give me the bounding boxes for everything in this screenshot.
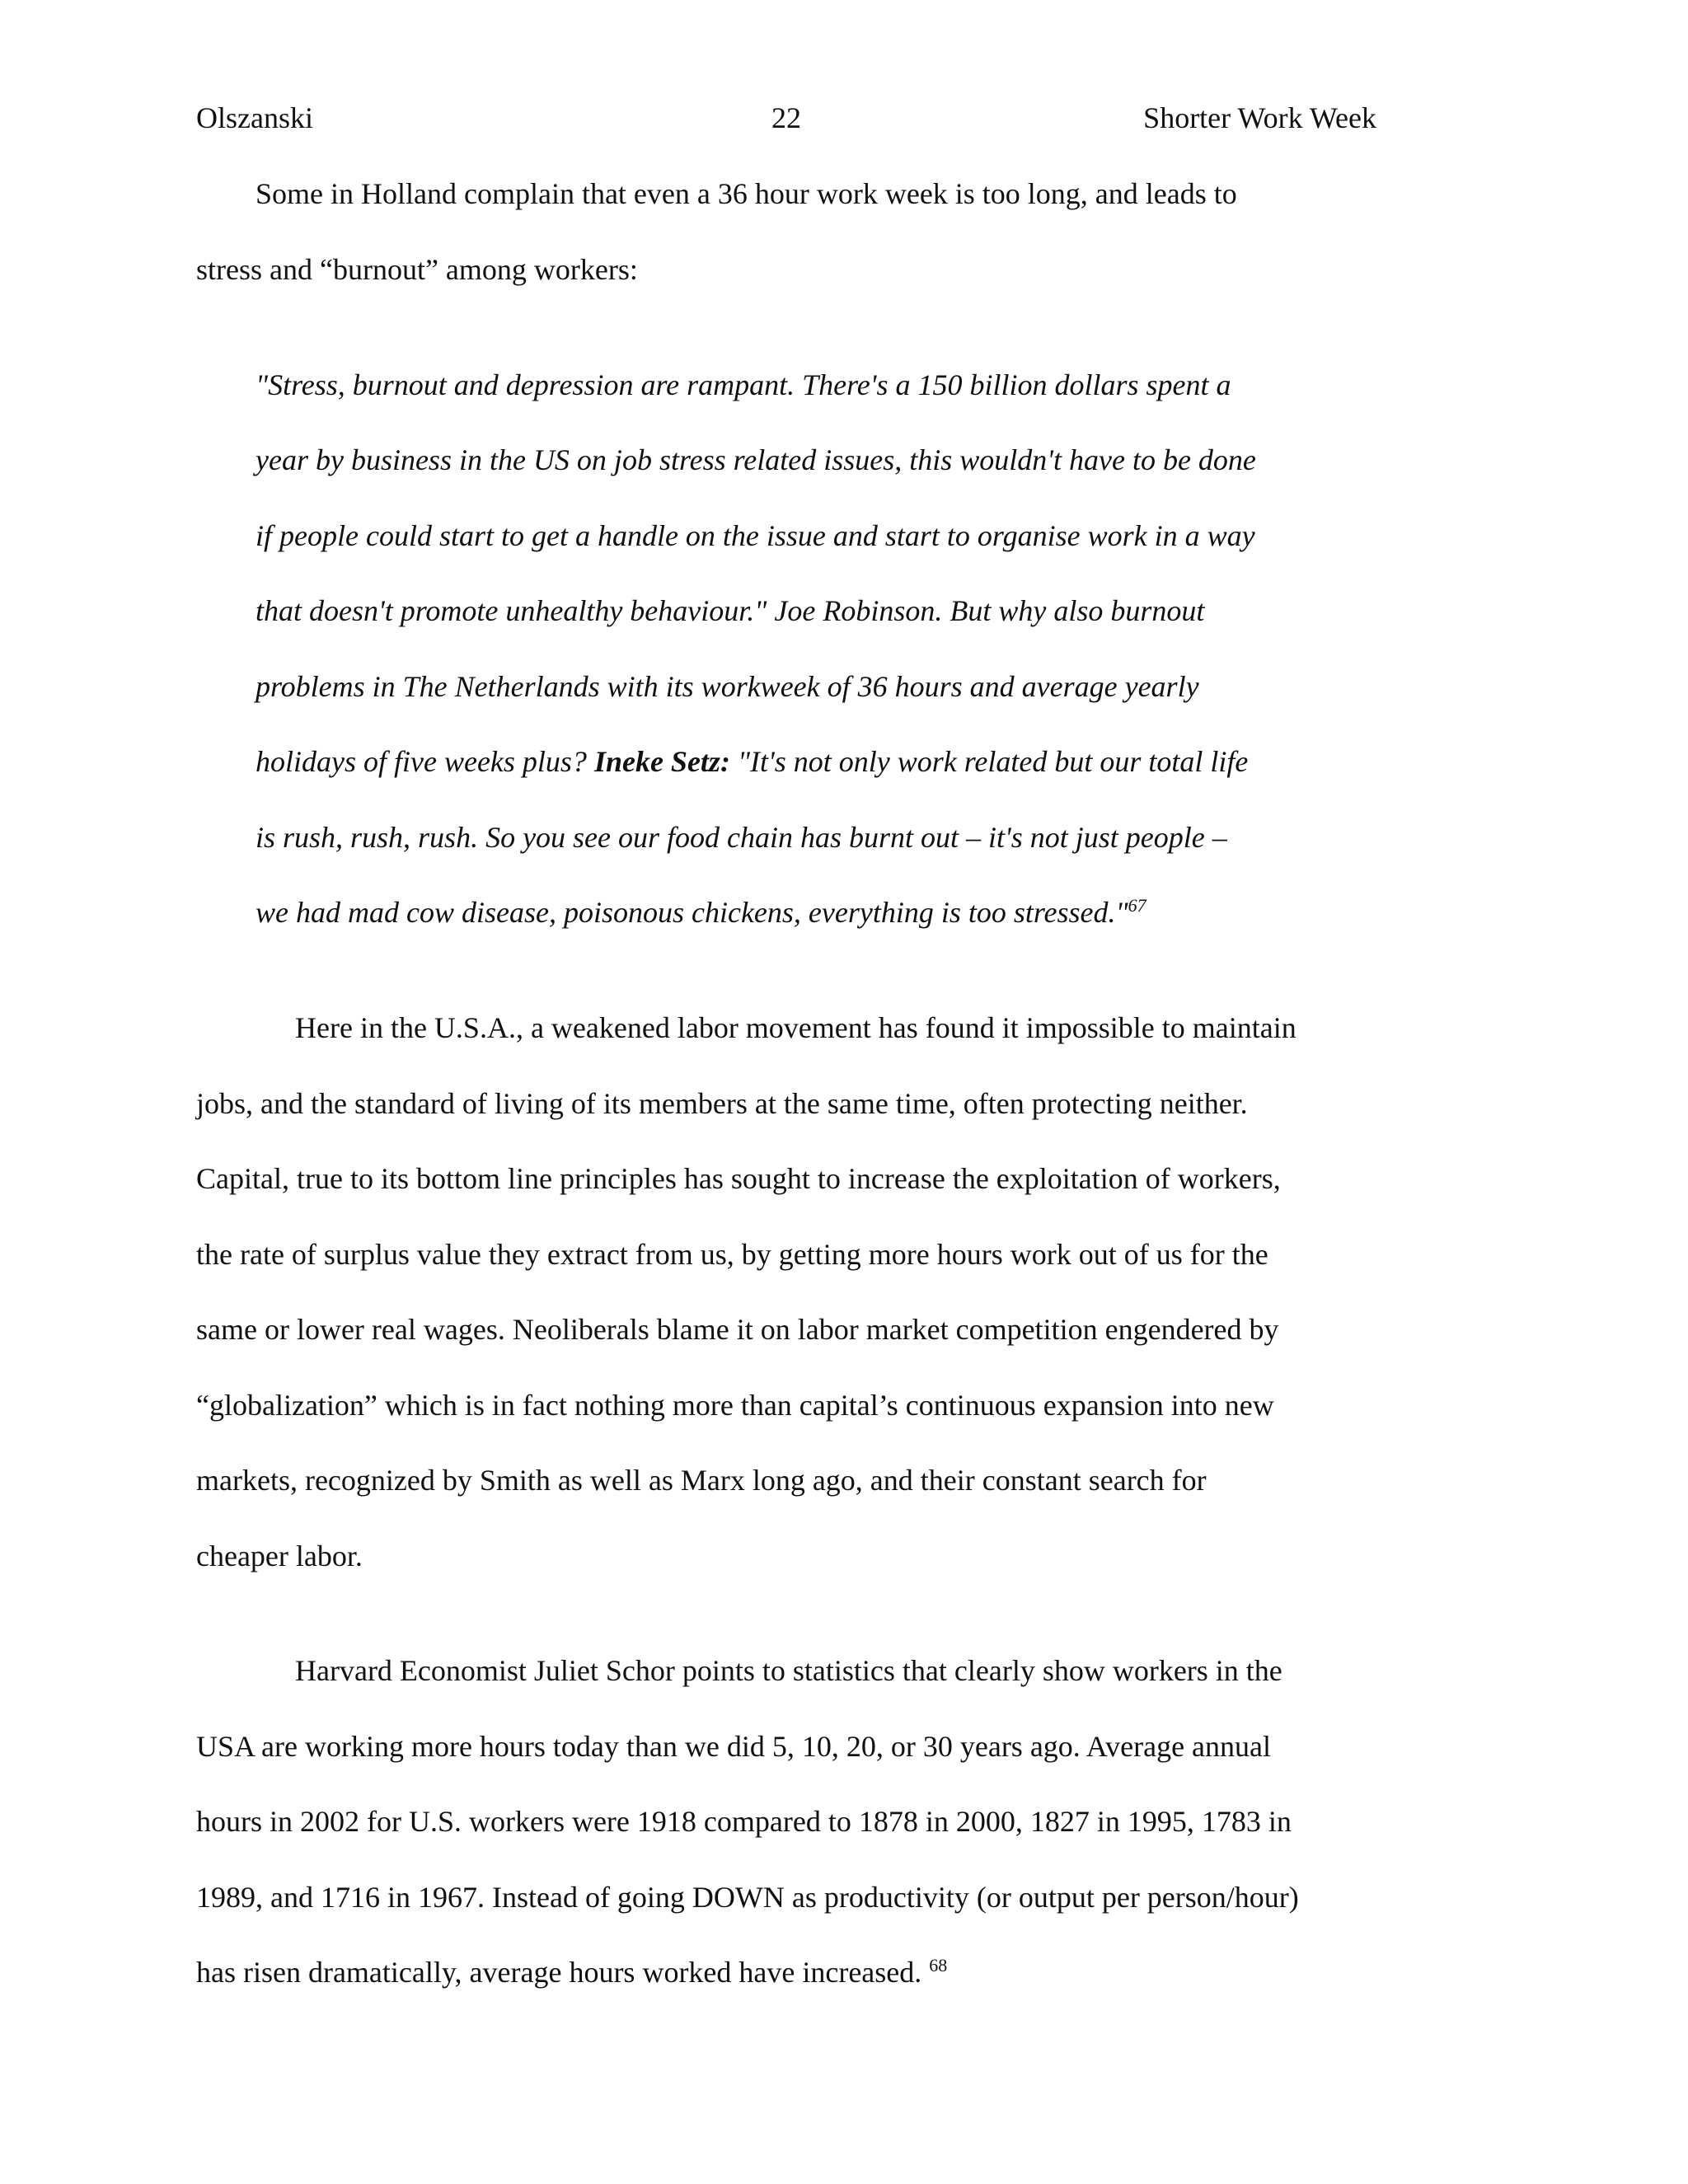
paragraph-2-line-2: jobs, and the standard of living of its members at the same time, often protecting neither.	[196, 1087, 1248, 1120]
quote-line-6-before: holidays of five weeks plus?	[256, 745, 594, 778]
header-page-number: 22	[771, 101, 801, 134]
paragraph-2-line-6: “globalization” which is in fact nothing more than capital’s continuous expansion into new	[196, 1389, 1274, 1422]
paragraph-3-line-4: 1989, and 1716 in 1967. Instead of going DOWN as productivity (or output per person/hour)	[196, 1881, 1299, 1914]
quote-line-5: problems in The Netherlands with its workweek of 36 hours and average yearly	[256, 670, 1199, 703]
paragraph-3-line-5	[196, 1952, 947, 1993]
quote-line-6-after: "It's not only work related but our total life	[729, 745, 1249, 778]
paragraph-1-line-2: stress and “burnout” among workers:	[196, 253, 638, 286]
footnote-ref-68: 68	[929, 1955, 948, 1975]
quote-line-4: that doesn't promote unhealthy behaviour." Joe Robinson. But why also burnout	[256, 594, 1205, 627]
paragraph-2-line-8: cheaper labor.	[196, 1540, 363, 1572]
quote-line-1: "Stress, burnout and depression are rampant. There's a 150 billion dollars spent a	[256, 368, 1231, 401]
paragraph-2-line-7: markets, recognized by Smith as well as Marx long ago, and their constant search for	[196, 1464, 1207, 1497]
paragraph-2-line-4: the rate of surplus value they extract from us, by getting more hours work out of us for the	[196, 1238, 1268, 1271]
quote-speaker: Ineke Setz:	[593, 745, 730, 778]
quote-line-7: is rush, rush, rush. So you see our food chain has burnt out – it's not just people –	[256, 821, 1227, 854]
paragraph-2-line-5: same or lower real wages. Neoliberals blame it on labor market competition engendered by	[196, 1313, 1279, 1346]
page-header	[196, 97, 1376, 138]
paragraph-3-line-2: USA are working more hours today than we did 5, 10, 20, or 30 years ago. Average annual	[196, 1730, 1272, 1763]
quote-line-3: if people could start to get a handle on the issue and start to organise work in a way	[256, 519, 1255, 552]
quote-line-2: year by business in the US on job stress related issues, this wouldn't have to be done	[256, 443, 1256, 476]
header-short-title: Shorter Work Week	[1143, 101, 1376, 134]
quote-line-8-text: we had mad cow disease, poisonous chickens, everything is too stressed."	[256, 896, 1128, 929]
paragraph-3-line-3: hours in 2002 for U.S. workers were 1918 compared to 1878 in 2000, 1827 in 1995, 1783 in	[196, 1805, 1292, 1838]
paragraph-2-line-1: Here in the U.S.A., a weakened labor movement has found it impossible to maintain	[295, 1011, 1296, 1044]
paragraph-1-line-1: Some in Holland complain that even a 36 hour work week is too long, and leads to	[256, 177, 1237, 210]
header-author: Olszanski	[196, 101, 313, 134]
quote-line-8	[256, 892, 1146, 933]
paragraph-3-line-5-text: has risen dramatically, average hours worked have increased.	[196, 1956, 930, 1989]
footnote-ref-67: 67	[1128, 895, 1146, 916]
paragraph-2-line-3: Capital, true to its bottom line principles has sought to increase the exploitation of workers,	[196, 1162, 1281, 1195]
paragraph-3-line-1: Harvard Economist Juliet Schor points to statistics that clearly show workers in the	[295, 1654, 1282, 1687]
quote-line-6	[256, 741, 1248, 782]
